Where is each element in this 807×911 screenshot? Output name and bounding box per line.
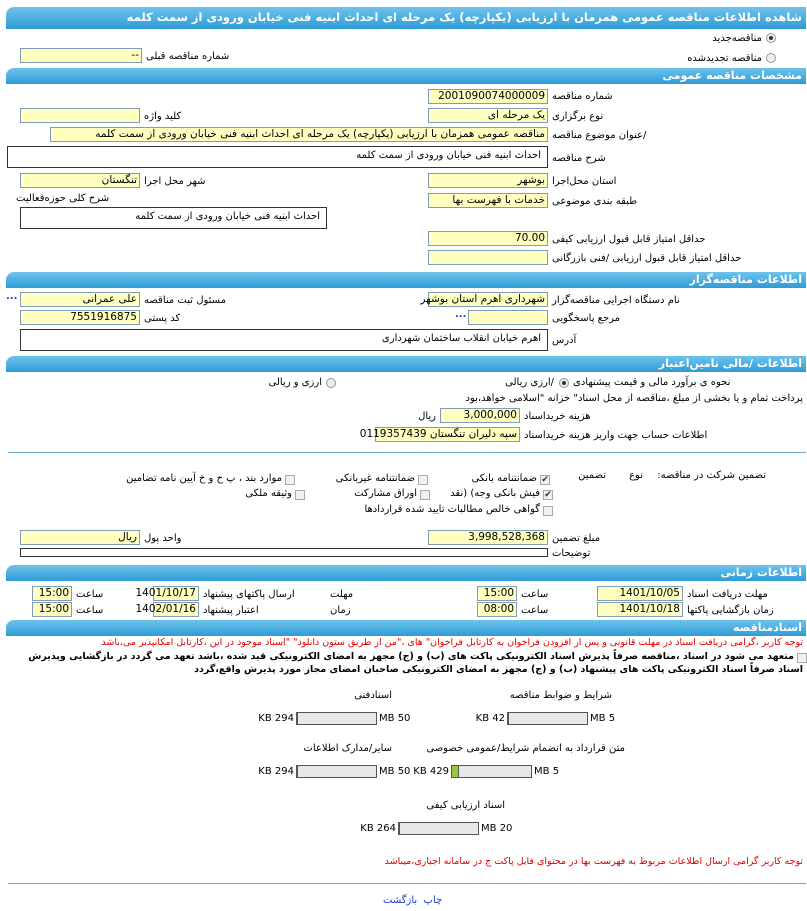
- time-label: ساعت: [521, 605, 549, 616]
- tender-number-field[interactable]: 2001090074000009: [428, 89, 548, 104]
- document-size-bar: [296, 765, 377, 778]
- commit-text-2: اسناد صرفاً اسناد الکترونیکی پاکت های پیشنهاد (ب) و (ج) مجهز به امضای الکترونیکی صاحبان امضای مجاز مورد پذیرش واقع،گردد: [194, 664, 803, 675]
- new-tender-label: مناقصه‌جدید: [712, 33, 762, 44]
- document-max-size: 50 MB: [379, 713, 411, 724]
- foreign-rial-label: ارزی و ریالی: [268, 377, 322, 388]
- price-list-notice: توجه کاربر گرامی ارسال اطلاعات مربوط به فهرست بها در محتوای فایل پاکت ج در سامانه اجباری،میباشد: [384, 856, 803, 867]
- new-tender-radio[interactable]: [766, 33, 776, 43]
- open-label: زمان بازگشایی پاکتها: [687, 605, 774, 616]
- document-max-size: 5 MB: [590, 713, 616, 724]
- guarantee-option-label: فیش بانکی وجه) (نقد: [450, 488, 540, 499]
- renewed-tender-label: مناقصه تجدیدشده: [687, 53, 762, 64]
- guarantee-word: تضمین: [578, 470, 606, 481]
- keyword-field[interactable]: [20, 108, 140, 123]
- document-size-bar: [398, 822, 479, 835]
- footer-links: [383, 895, 442, 906]
- document-size: 429 KB: [413, 766, 449, 777]
- print-link[interactable]: چاپ: [423, 895, 443, 906]
- foreign-rial-radio[interactable]: [326, 378, 336, 388]
- activity-label: شرح کلی حوزه‌فعالیت: [16, 193, 110, 204]
- doc-fee-field[interactable]: 3,000,000: [440, 408, 520, 423]
- min-tech-field[interactable]: [428, 250, 548, 265]
- section-documents: اسنادمناقصه: [6, 620, 806, 636]
- time-label: ساعت: [521, 589, 549, 600]
- account-field[interactable]: سپه دلیران تنگستان 0119357439: [375, 427, 520, 442]
- prev-number-label: شماره مناقصه قبلی: [146, 51, 230, 62]
- address-label: آدرس: [552, 335, 577, 346]
- rial-label: /ارزی ریالی: [505, 377, 554, 388]
- guarantee-option-label: وثیقه ملکی: [245, 488, 292, 499]
- page-title: شاهده اطلاعات مناقصه عمومی همزمان با ارزیابی (یکپارچه) یک مرحله ای احداث ابنیه فنی خیابان ورودی از سمت کلمه: [6, 7, 806, 29]
- guarantee-option-label: گواهی خالص مطالبات تایید شده قراردادها: [364, 504, 540, 515]
- doc-fee-label: هزینه خریداسناد: [524, 411, 591, 422]
- treasury-notice: پرداخت تمام و یا بخشی از مبلغ ،مناقصه از محل اسناد" خزانه "اسلامی خواهد،بود: [465, 393, 803, 404]
- doc-deadline-label: مهلت دریافت اسناد: [687, 589, 768, 600]
- activity-box: احداث ابنیه فنی خیابان ورودی از سمت کلمه: [20, 207, 327, 229]
- account-label: اطلاعات حساب جهت واریز هزینه خریداسناد: [524, 430, 708, 441]
- document-name[interactable]: اسنادفنی: [354, 690, 392, 701]
- notes-box: [20, 548, 548, 557]
- doc-fee-currency: ریال: [418, 411, 436, 422]
- type-label: نوع برگزاری: [552, 111, 604, 122]
- guarantee-option-label: موارد بند ، پ ح و خ آیین نامه تضامین: [126, 473, 282, 484]
- document-size: 294 KB: [258, 713, 294, 724]
- document-name[interactable]: شرایط و ضوابط مناقصه: [509, 690, 612, 701]
- guarantee-option-checkbox[interactable]: [543, 506, 553, 516]
- guarantee-option-checkbox[interactable]: ✔: [541, 475, 549, 485]
- tender-number-label: شماره مناقصه: [552, 91, 613, 102]
- open-time-field[interactable]: 08:00: [477, 602, 517, 617]
- guarantee-option-checkbox[interactable]: ✔: [544, 490, 552, 500]
- currency-unit-label: واحد پول: [144, 533, 182, 544]
- divider: [8, 452, 806, 453]
- validity-label-a: زمان: [330, 605, 351, 616]
- currency-unit-field[interactable]: ریال: [20, 530, 140, 545]
- renewed-tender-radio[interactable]: [766, 53, 776, 63]
- reference-field[interactable]: [468, 310, 548, 325]
- doc-deadline-time-field[interactable]: 15:00: [477, 586, 517, 601]
- type-field[interactable]: یک مرحله ای: [428, 108, 548, 123]
- address-box: اهرم خیابان انقلاب ساختمان شهرداری: [20, 329, 548, 351]
- validity-time-field[interactable]: 15:00: [32, 602, 72, 617]
- validity-date-field[interactable]: 1402/01/16: [153, 602, 199, 617]
- document-size-fill: [452, 766, 459, 777]
- keyword-label: کلید واژه: [144, 111, 182, 122]
- section-timing: اطلاعات زمانی: [6, 565, 806, 581]
- responsible-label: مسئول ثبت مناقصه: [144, 295, 226, 306]
- description-label: شرح مناقصه: [552, 153, 606, 164]
- city-label: شهر محل اجرا: [144, 176, 206, 187]
- document-size-bar: [296, 712, 377, 725]
- submit-label-b: ارسال پاکتهای پیشنهاد: [203, 589, 295, 600]
- time-label: ساعت: [76, 589, 104, 600]
- document-max-size: 20 MB: [481, 823, 513, 834]
- prev-number-field[interactable]: --: [20, 48, 142, 63]
- subject-label: /عنوان موضوع مناقصه: [552, 130, 647, 141]
- guarantee-amount-field[interactable]: 3,998,528,368: [428, 530, 548, 545]
- submit-label-a: مهلت: [330, 589, 354, 600]
- submit-date-field[interactable]: 1401/10/17: [153, 586, 199, 601]
- time-label: ساعت: [76, 605, 104, 616]
- document-size-bar: [451, 765, 532, 778]
- org-label: نام دستگاه اجرایی مناقصه‌گزار: [552, 295, 680, 306]
- subject-field[interactable]: مناقصه عمومی همزمان با ارزیابی (یکپارچه) یک مرحله ای احداث ابنیه فنی خیابان ورودی از سمت کلمه: [50, 127, 548, 142]
- section-finance: اطلاعات /مالی تامین‌اعتبار: [6, 356, 806, 372]
- min-quality-field[interactable]: 70.00: [428, 231, 548, 246]
- guarantee-option-checkbox[interactable]: [285, 475, 295, 485]
- document-name[interactable]: سایر/مدارک اطلاعات: [303, 743, 392, 754]
- document-size-fill: [297, 713, 298, 724]
- document-size-bar: [507, 712, 588, 725]
- reference-more-link[interactable]: ...: [455, 309, 467, 320]
- doc-deadline-field[interactable]: 1401/10/05: [597, 586, 683, 601]
- commit-text-1: متعهد می شود در اسناد ،مناقصه صرفاً پذیرش اسناد الکترونیکی پاکت های (ب) و (ج) مجهز به امضای الکترونیکی قید شده ،باشد تعهد می گردد در بازگشایی وپذیرش: [28, 651, 794, 662]
- postcode-label: کد پستی: [144, 313, 181, 324]
- document-size-fill: [399, 823, 400, 834]
- guarantee-option-label: ضمانتنامه بانکی: [471, 473, 537, 484]
- reference-label: مرجع پاسخگویی: [552, 313, 621, 324]
- commit-checkbox[interactable]: [797, 653, 807, 663]
- postcode-field[interactable]: 7551916875: [20, 310, 140, 325]
- guarantee-option-checkbox[interactable]: [420, 490, 430, 500]
- document-max-size: 5 MB: [534, 766, 560, 777]
- category-field[interactable]: خدمات با فهرست بها: [428, 193, 548, 208]
- document-size: 294 KB: [258, 766, 294, 777]
- city-field[interactable]: تنگستان: [20, 173, 140, 188]
- estimate-label: نحوه ی برآورد مالی و قیمت پیشنهادی: [573, 377, 731, 388]
- guarantee-amount-label: مبلغ تضمین: [552, 533, 601, 544]
- province-label: استان محل‌اجرا: [552, 176, 617, 187]
- rial-radio[interactable]: [559, 378, 569, 388]
- guarantee-option-label: اوراق مشارکت: [354, 488, 417, 499]
- min-tech-label: حداقل امتیاز قابل قبول ارزیابی /فنی بازرگانی: [552, 253, 742, 264]
- guarantee-label: تضمین شرکت در مناقصه:: [657, 470, 766, 481]
- min-quality-label: حداقل امتیاز قابل قبول ارزیابی کیفی: [552, 234, 706, 245]
- guarantee-option-checkbox[interactable]: [418, 475, 428, 485]
- guarantee-option-label: ضمانتنامه غیربانکی: [335, 473, 415, 484]
- back-link[interactable]: بازگشت: [383, 895, 418, 906]
- guarantee-type-label: نوع: [629, 470, 643, 481]
- province-field[interactable]: بوشهر: [428, 173, 548, 188]
- submit-time-field[interactable]: 15:00: [32, 586, 72, 601]
- guarantee-option-checkbox[interactable]: [295, 490, 305, 500]
- responsible-field[interactable]: علی عمرانی: [20, 292, 140, 307]
- org-field[interactable]: شهرداری اهرم استان بوشهر: [428, 292, 548, 307]
- document-size: 264 KB: [360, 823, 396, 834]
- notes-label: توضیحات: [552, 548, 591, 559]
- document-size-fill: [508, 713, 509, 724]
- document-name[interactable]: متن قرارداد به انضمام شرایط/عمومی خصوصی: [426, 743, 625, 754]
- section-general: مشخصات مناقصه عمومی: [6, 68, 806, 84]
- document-size-fill: [297, 766, 298, 777]
- category-label: طبقه بندی موضوعی: [552, 196, 638, 207]
- responsible-more-link[interactable]: ...: [6, 291, 18, 302]
- document-name[interactable]: اسناد ارزیابی کیفی: [426, 800, 505, 811]
- document-max-size: 50 MB: [379, 766, 411, 777]
- description-box: احداث ابنیه فنی خیابان ورودی از سمت کلمه: [7, 146, 548, 168]
- open-date-field[interactable]: 1401/10/18: [597, 602, 683, 617]
- section-organizer: اطلاعات مناقصه‌گزار: [6, 272, 806, 288]
- document-size: 42 KB: [475, 713, 505, 724]
- download-notice: توجه کاربر ،گرامی دریافت اسناد در مهلت قانونی و پس از افزودن فراخوان به کارتابل فراخوان" های ،"من از طریق ستون دانلود" "اسناد موجود در این ،کارتابل امکانپذیر می،باشد: [101, 637, 803, 648]
- validity-label-b: اعتبار پیشنهاد: [203, 605, 259, 616]
- divider: [8, 883, 806, 884]
